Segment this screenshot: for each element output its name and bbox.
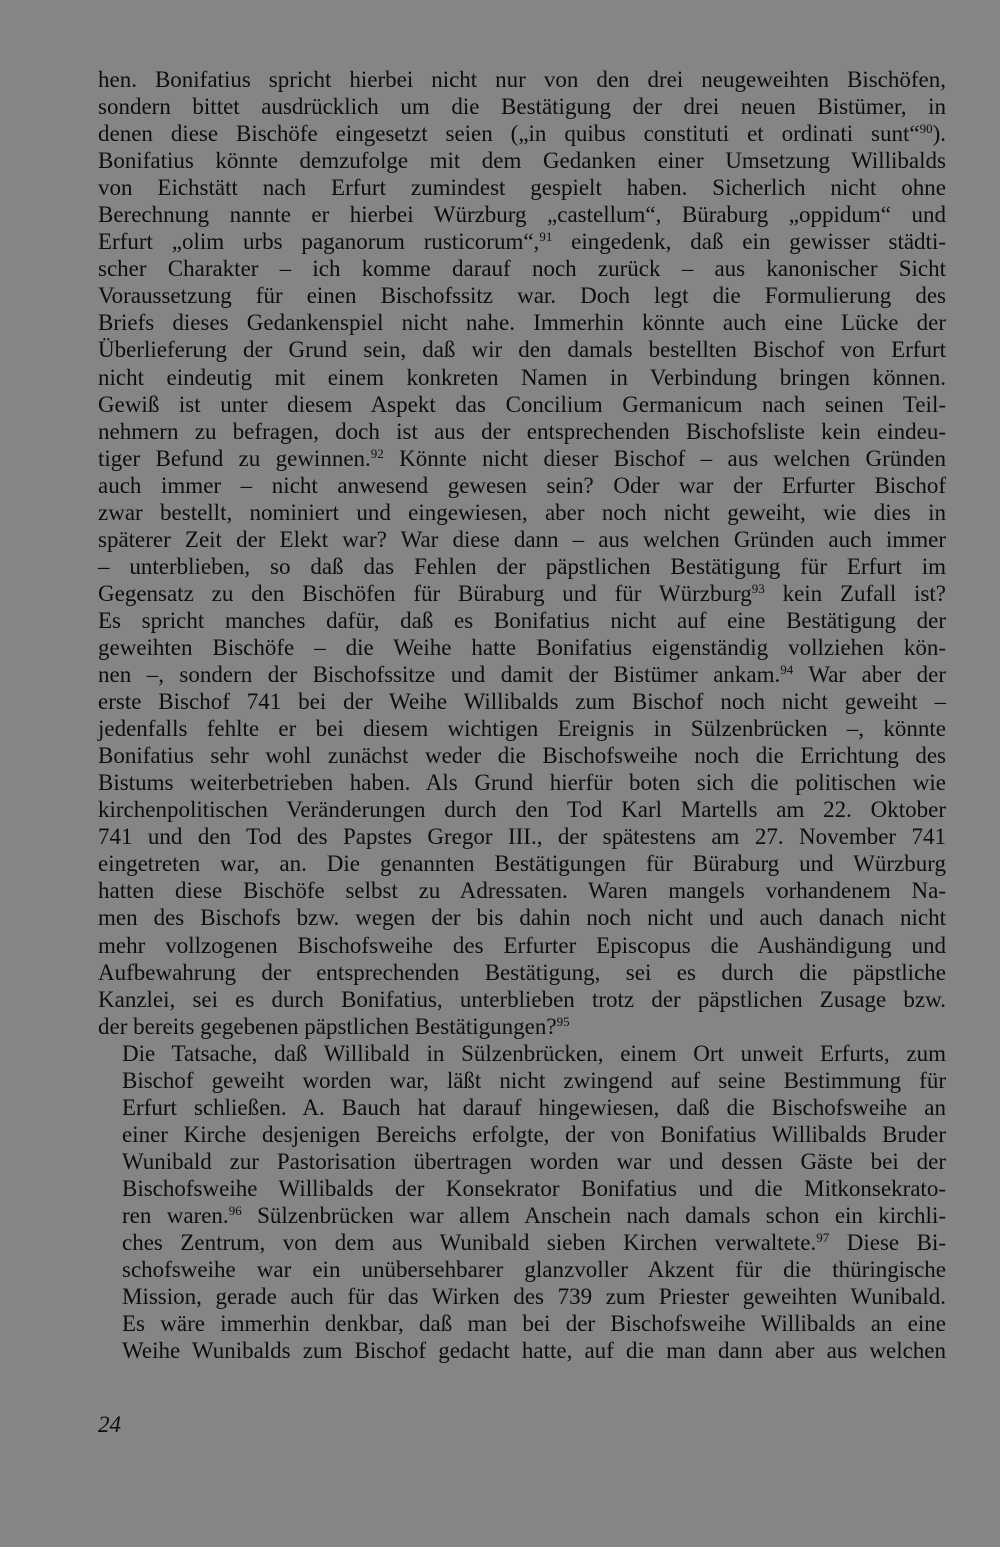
text-line: Voraussetzung für einen Bischofssitz war. Doch legt die Formulierung des — [98, 283, 946, 309]
page-body — [98, 66, 946, 1364]
text-line: denen diese Bischöfe eingesetzt seien („in quibus constituti et ordinati sunt“$^{90}$). — [98, 121, 946, 147]
text-line: Bistums weiterbetrieben haben. Als Grund hierfür boten sich die politischen wie — [98, 770, 946, 796]
text-line: men des Bischofs bzw. wegen der bis dahin noch nicht und auch danach nicht — [98, 905, 946, 931]
text-line: Bischof geweiht worden war, läßt nicht zwingend auf seine Bestimmung für — [122, 1067, 946, 1093]
footnote-marker: 90 — [919, 121, 933, 137]
text-line: der bereits gegebenen päpstlichen Bestätigungen?$^{95}$ — [98, 1013, 570, 1039]
text-line: tiger Befund zu gewinnen.$^{92}$ Könnte nicht dieser Bischof – aus welchen Gründen — [98, 445, 946, 471]
text-line: Erfurt schließen. A. Bauch hat darauf hingewiesen, daß die Bischofsweihe an — [122, 1094, 946, 1120]
footnote-marker: 91 — [539, 229, 553, 245]
text-line: jedenfalls fehlte er bei diesem wichtigen Ereignis in Sülzenbrücken –, könnte — [98, 716, 946, 742]
text-line: ches Zentrum, von dem aus Wunibald sieben Kirchen verwaltete.$^{97}$ Diese Bi- — [122, 1230, 946, 1256]
text-line: Bischofsweihe Willibalds der Konsekrator Bonifatius und die Mitkonsekrato- — [122, 1175, 946, 1201]
text-line: eingetreten war, an. Die genannten Bestätigungen für Büraburg und Würzburg — [98, 851, 946, 877]
text-line: späterer Zeit der Elekt war? War diese dann – aus welchen Gründen auch immer — [98, 526, 946, 552]
text-line: ren waren.$^{96}$ Sülzenbrücken war allem Anschein nach damals schon ein kirchli- — [122, 1202, 946, 1228]
footnote-marker: 95 — [556, 1013, 570, 1029]
paragraph-2 — [98, 1040, 946, 1365]
text-line: Kanzlei, sei es durch Bonifatius, unterblieben trotz der päpstlichen Zusage bzw. — [98, 986, 946, 1012]
text-line: von Eichstätt nach Erfurt zumindest gespielt haben. Sicherlich nicht ohne — [98, 175, 946, 201]
text-line: Es wäre immerhin denkbar, daß man bei der Bischofsweihe Willibalds an eine — [122, 1311, 946, 1337]
text-line: hatten diese Bischöfe selbst zu Adressaten. Waren mangels vorhandenem Na- — [98, 878, 946, 904]
text-line: Die Tatsache, daß Willibald in Sülzenbrücken, einem Ort unweit Erfurts, zum — [122, 1040, 946, 1066]
footnote-marker: 92 — [370, 445, 384, 461]
text-line: Gewiß ist unter diesem Aspekt das Concilium Germanicum nach seinen Teil- — [98, 391, 946, 417]
text-line: nicht eindeutig mit einem konkreten Namen in Verbindung bringen können. — [98, 364, 946, 390]
text-line: Bonifatius sehr wohl zunächst weder die Bischofsweihe noch die Errichtung des — [98, 743, 946, 769]
text-line: hen. Bonifatius spricht hierbei nicht nur von den drei neugeweihten Bischöfen, — [98, 67, 946, 92]
footnote-marker: 97 — [816, 1230, 830, 1246]
text-line: Briefs dieses Gedankenspiel nicht nahe. Immerhin könnte auch eine Lücke der — [98, 310, 946, 336]
text-line: kirchenpolitischen Veränderungen durch den Tod Karl Martells am 22. Oktober — [98, 797, 946, 823]
text-line: Weihe Wunibalds zum Bischof gedacht hatte, auf die man dann aber aus welchen — [122, 1338, 946, 1364]
text-line: Bonifatius könnte demzufolge mit dem Gedanken einer Umsetzung Willibalds — [98, 148, 946, 174]
text-line: Erfurt „olim urbs paganorum rusticorum“,$^{91}$ eingedenk, daß ein gewisser städti- — [98, 229, 947, 255]
text-line: auch immer – nicht anwesend gewesen sein? Oder war der Erfurter Bischof — [98, 472, 946, 498]
text-line: geweihten Bischöfe – die Weihe hatte Bonifatius eigenständig vollziehen kön- — [98, 634, 946, 660]
text-line: sondern bittet ausdrücklich um die Bestätigung der drei neuen Bistümer, in — [98, 94, 946, 120]
text-line: Es spricht manches dafür, daß es Bonifatius nicht auf eine Bestätigung der — [98, 607, 946, 633]
text-line: nehmern zu befragen, doch ist aus der entsprechenden Bischofsliste kein eindeu- — [98, 418, 946, 444]
footnote-marker: 93 — [751, 580, 765, 596]
text-line: Mission, gerade auch für das Wirken des 739 zum Priester geweihten Wunibald. — [122, 1284, 946, 1310]
text-line: Gegensatz zu den Bischöfen für Büraburg und für Würzburg$^{93}$ kein Zufall ist? — [98, 580, 946, 606]
text-line: mehr vollzogenen Bischofsweihe des Erfurter Episcopus die Aushändigung und — [98, 932, 946, 958]
text-line: Aufbewahrung der entsprechenden Bestätigung, sei es durch die päpstliche — [98, 959, 946, 985]
paragraph-1 — [98, 66, 946, 1040]
text-line: erste Bischof 741 bei der Weihe Willibalds zum Bischof noch nicht geweiht – — [98, 689, 946, 715]
text-line: Wunibald zur Pastorisation übertragen worden war und dessen Gäste bei der — [122, 1148, 946, 1174]
text-line: 741 und den Tod des Papstes Gregor III., der spätestens am 27. November 741 — [98, 824, 946, 850]
text-line: schofsweihe war ein unübersehbarer glanzvoller Akzent für die thüringische — [122, 1257, 946, 1283]
text-line: zwar bestellt, nominiert und eingewiesen, aber noch nicht geweiht, wie dies in — [98, 499, 946, 525]
text-line: einer Kirche desjenigen Bereichs erfolgte, der von Bonifatius Willibalds Bruder — [122, 1121, 946, 1147]
page-number: 24 — [98, 1412, 121, 1437]
text-line: scher Charakter – ich komme darauf noch zurück – aus kanonischer Sicht — [98, 256, 946, 282]
footnote-marker: 94 — [780, 662, 794, 678]
text-line: nen –, sondern der Bischofssitze und damit der Bistümer ankam.$^{94}$ War aber der — [98, 662, 946, 688]
footnote-marker: 96 — [228, 1202, 242, 1218]
text-line: Berechnung nannte er hierbei Würzburg „castellum“, Büraburg „oppidum“ und — [98, 202, 946, 228]
text-line: Überlieferung der Grund sein, daß wir den damals bestellten Bischof von Erfurt — [98, 337, 946, 363]
text-line: – unterblieben, so daß das Fehlen der päpstlichen Bestätigung für Erfurt im — [98, 553, 946, 579]
